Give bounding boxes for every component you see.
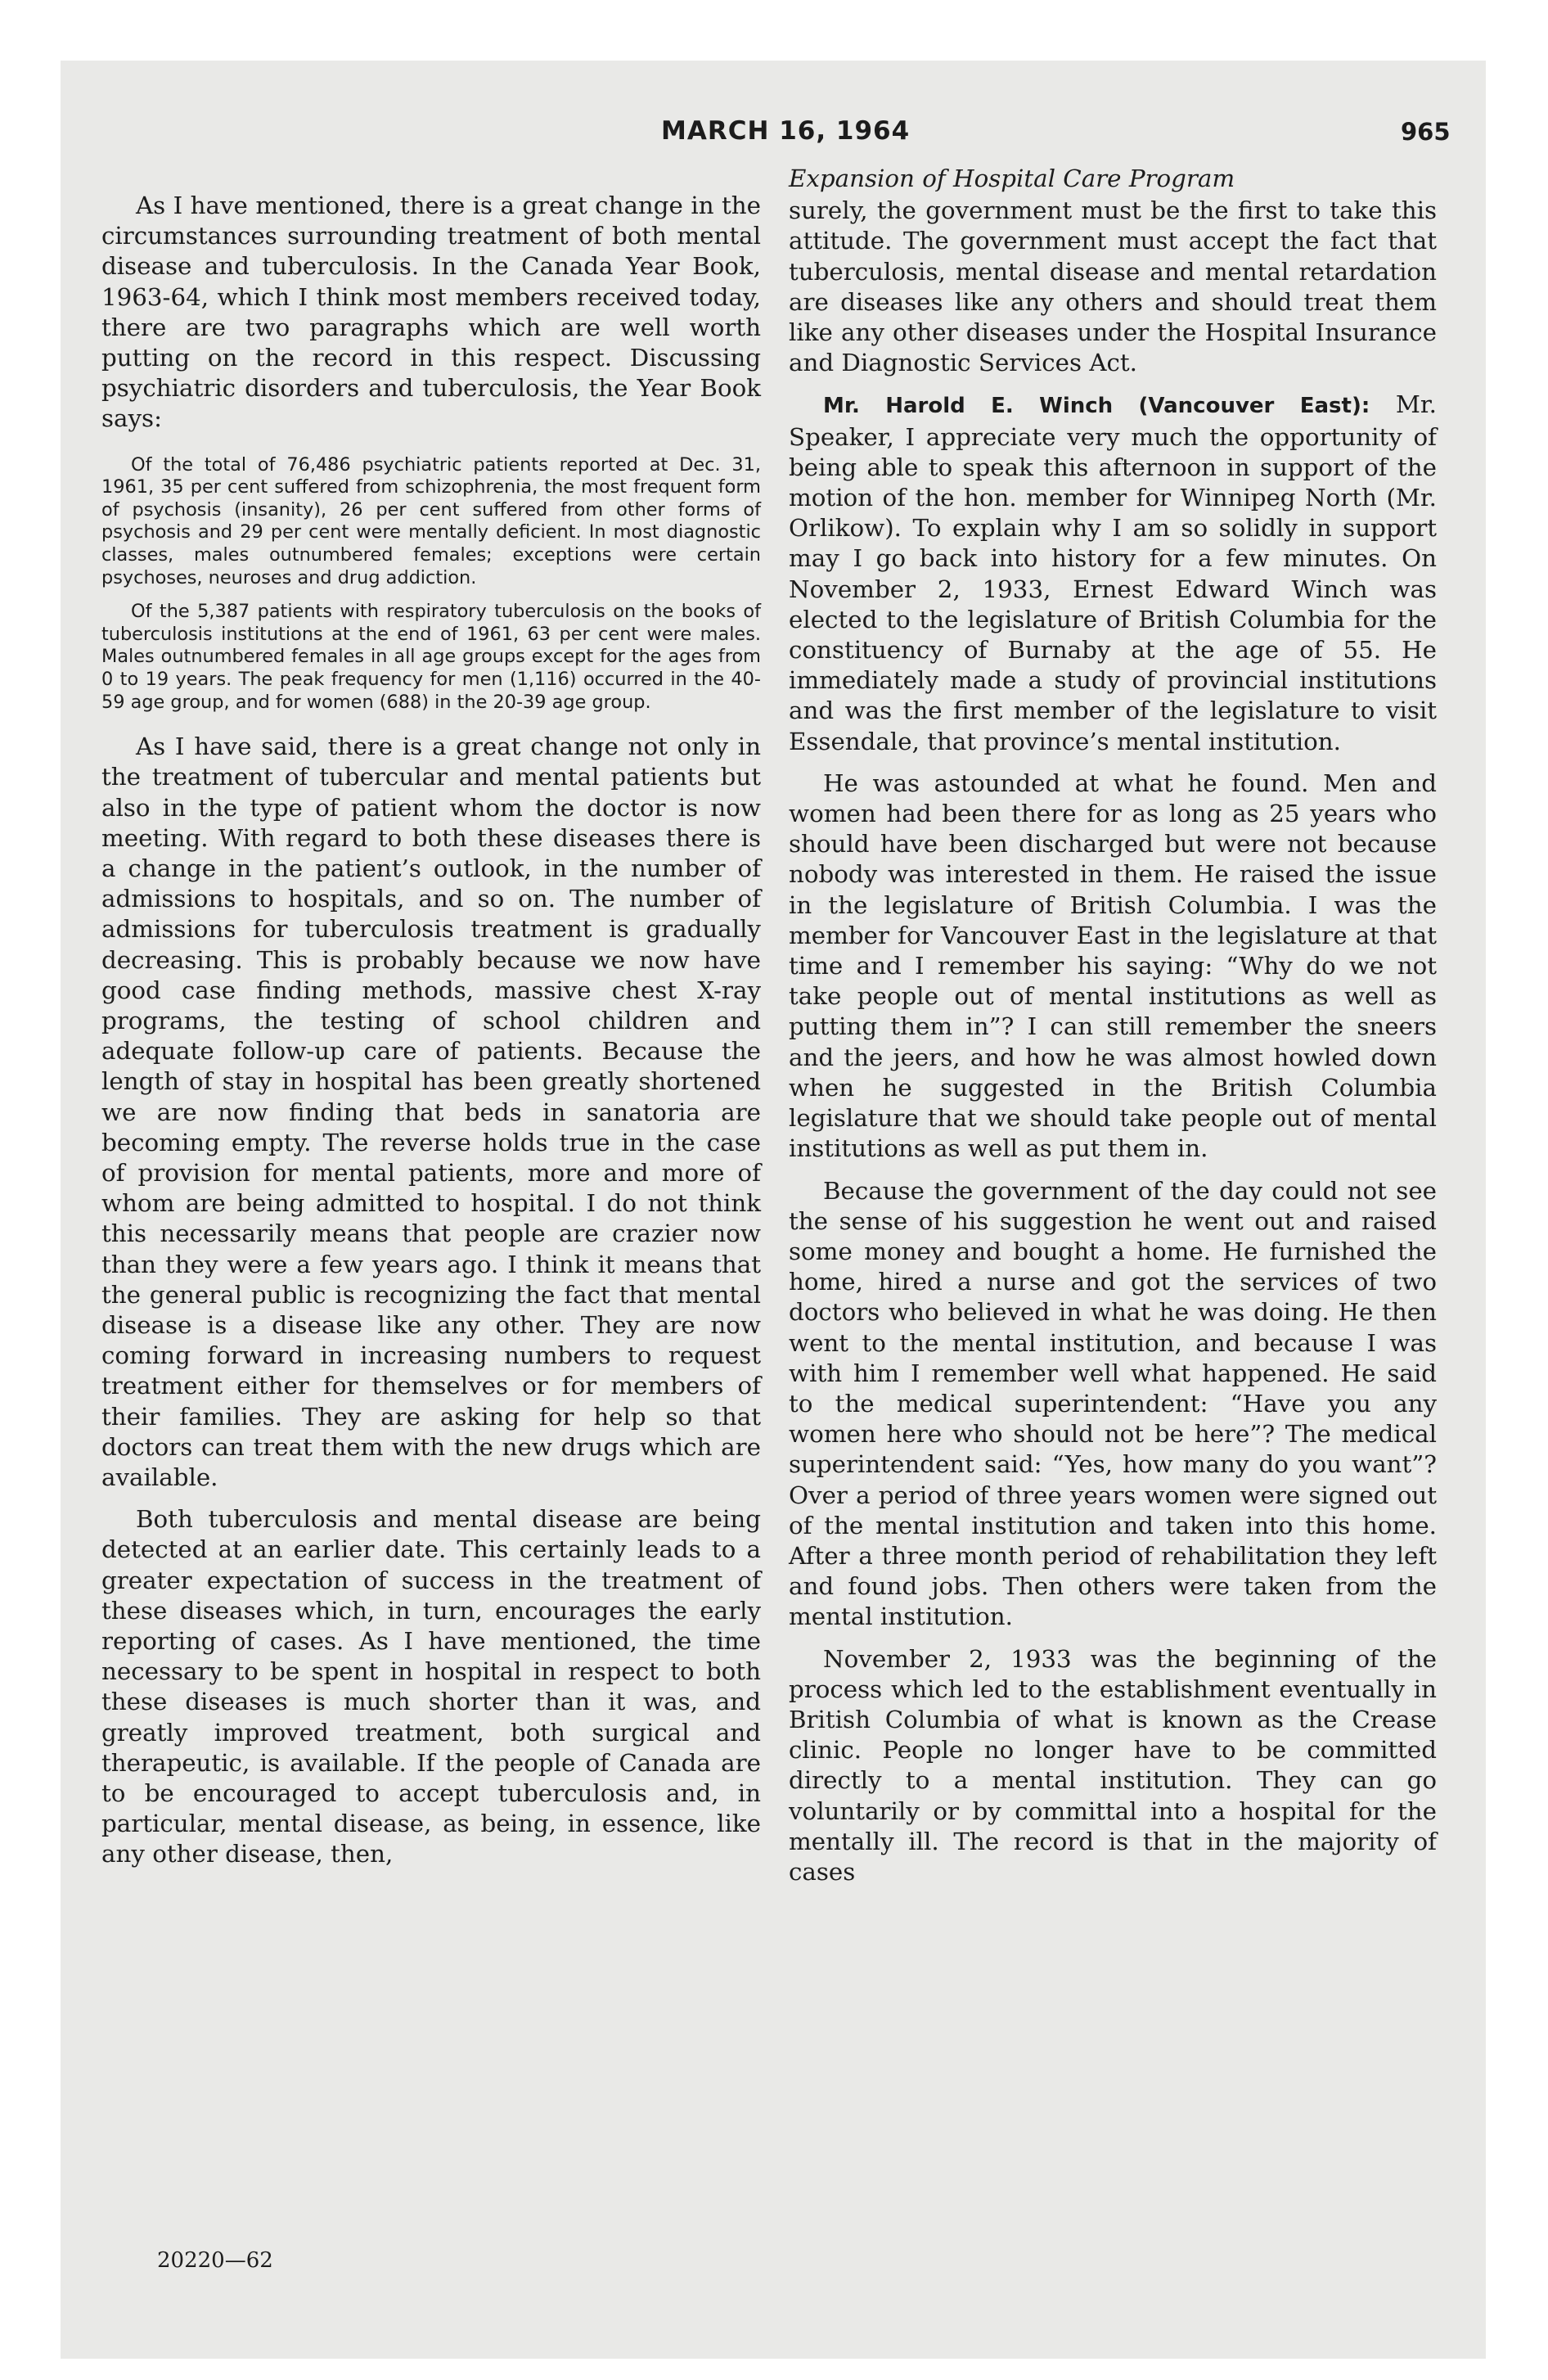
running-title: Expansion of Hospital Care Program [789,165,1235,192]
quotation-paragraph-1: Of the total of 76,486 psychiatric patients reported at Dec. 31, 1961, 35 per cent suffered from schizophrenia, the most frequent form of psychosis (insanity), 26 per cent suffered from other forms of psychosis and 29 per cent were mentally deficient. In most diagnostic classes, males outnumbered females; exceptions were certain psychoses, neuroses and drug addiction. [101,453,761,588]
year-book-quotation [101,454,761,714]
right-paragraph-4: Because the government of the day could not see the sense of his suggestion he went out and raised some money and bought a home. He furnished the home, hired a nurse and got the services of two doctors who believed in what he was doing. He then went to the mental institution, and because I was with him I remember well what happened. He said to the medical superintendent: “Have you any women here who should not be here”? The medical superintendent said: “Yes, how many do you want”? Over a period of three years women were signed out of the mental institution and taken into this home. After a three month period of rehabilitation they left and found jobs. Then others were taken from the mental institution. [789,1176,1437,1631]
quotation-paragraph-2: Of the 5,387 patients with respiratory tuberculosis on the books of tuberculosis institutions at the end of 1961, 63 per cent were males. Males outnumbered females in all age groups except for the ages from 0 to 19 years. The peak frequency for men (1,116) occurred in the 40-59 age group, and for women (688) in the 20-39 age group. [101,601,761,713]
left-paragraph-1: As I have mentioned, there is a great change in the circumstances surrounding treatment of both mental disease and tuberculosis. In the Canada Year Book, 1963-64, which I think most members received today, there are two paragraphs which are well worth putting on the record in this respect. Discussing psychiatric disorders and tuberculosis, the Year Book says: [101,192,761,433]
header-date: MARCH 16, 1964 [661,116,911,146]
right-paragraph-2 [789,390,1437,756]
left-paragraph-3: Both tuberculosis and mental disease are being detected at an earlier date. This certainly leads to a greater expectation of success in the treatment of these diseases which, in turn, encourages the early reporting of cases. As I have mentioned, the time necessary to be spent in hospital in respect to both these diseases is much shorter than it was, and greatly improved treatment, both surgical and therapeutic, is available. If the people of Canada are to be encouraged to accept tuberculosis and, in particular, mental disease, as being, in essence, like any other disease, then, [101,1505,761,1868]
left-column [101,191,761,1870]
right-paragraph-1: surely, the government must be the first to take this attitude. The government must accept the fact that tuberculosis, mental disease and mental retardation are diseases like any others and should treat them like any other diseases under the Hospital Insurance and Diagnostic Services Act. [789,196,1437,377]
speaker-name: Mr. Harold E. Winch (Vancouver East): [823,394,1370,419]
right-paragraph-3: He was astounded at what he found. Men and women had been there for as long as 25 years who should have been discharged but were not because nobody was interested in them. He raised the issue in the legislature of British Columbia. I was the member for Vancouver East in the legislature at that time and I remember his saying: “Why do we not take people out of mental institutions as well as putting them in”? I can still remember the sneers and the jeers, and how he was almost howled down when he suggested in the British Columbia legislature that we should take people out of mental institutions as well as put them in. [789,769,1437,1163]
page-header [0,116,1548,157]
left-paragraph-2: As I have said, there is a great change not only in the treatment of tubercular and mental patients but also in the type of patient whom the doctor is now meeting. With regard to both these diseases there is a change in the patient’s outlook, in the number of admissions to hospitals, and so on. The number of admissions for tuberculosis treatment is gradually decreasing. This is probably because we now have good case finding methods, massive chest X-ray programs, the testing of school children and adequate follow-up care of patients. Because the length of stay in hospital has been greatly shortened we are now finding that beds in sanatoria are becoming empty. The reverse holds true in the case of provision for mental patients, more and more of whom are being admitted to hospital. I do not think this necessarily means that people are crazier now than they were a few years ago. I think it means that the general public is recognizing the fact that mental disease is a disease like any other. They are now coming forward in increasing numbers to request treatment either for themselves or for members of their families. They are asking for help so that doctors can treat them with the new drugs which are available. [101,732,761,1492]
speech-opening: Mr. Speaker, I appreciate very much the opportunity of being able to speak this afternoon in support of the motion of the hon. member for Winnipeg North (Mr. Orlikow). To explain why I am so solidly in support may I go back into history for a few minutes. On November 2, 1933, Ernest Edward Winch was elected to the legislature of British Columbia for the constituency of Burnaby at the age of 55. He immediately made a study of provincial institutions and was the first member of the legislature to visit Essendale, that province’s mental institution. [789,390,1437,755]
right-column [789,164,1437,1887]
right-paragraph-5: November 2, 1933 was the beginning of the process which led to the establishment eventually in British Columbia of what is known as the Crease clinic. People no longer have to be committed directly to a mental institution. They can go voluntarily or by committal into a hospital for the mentally ill. The record is that in the majority of cases [789,1644,1437,1886]
footnote-number: 20220—62 [157,2248,273,2273]
page-number: 965 [1401,118,1451,146]
